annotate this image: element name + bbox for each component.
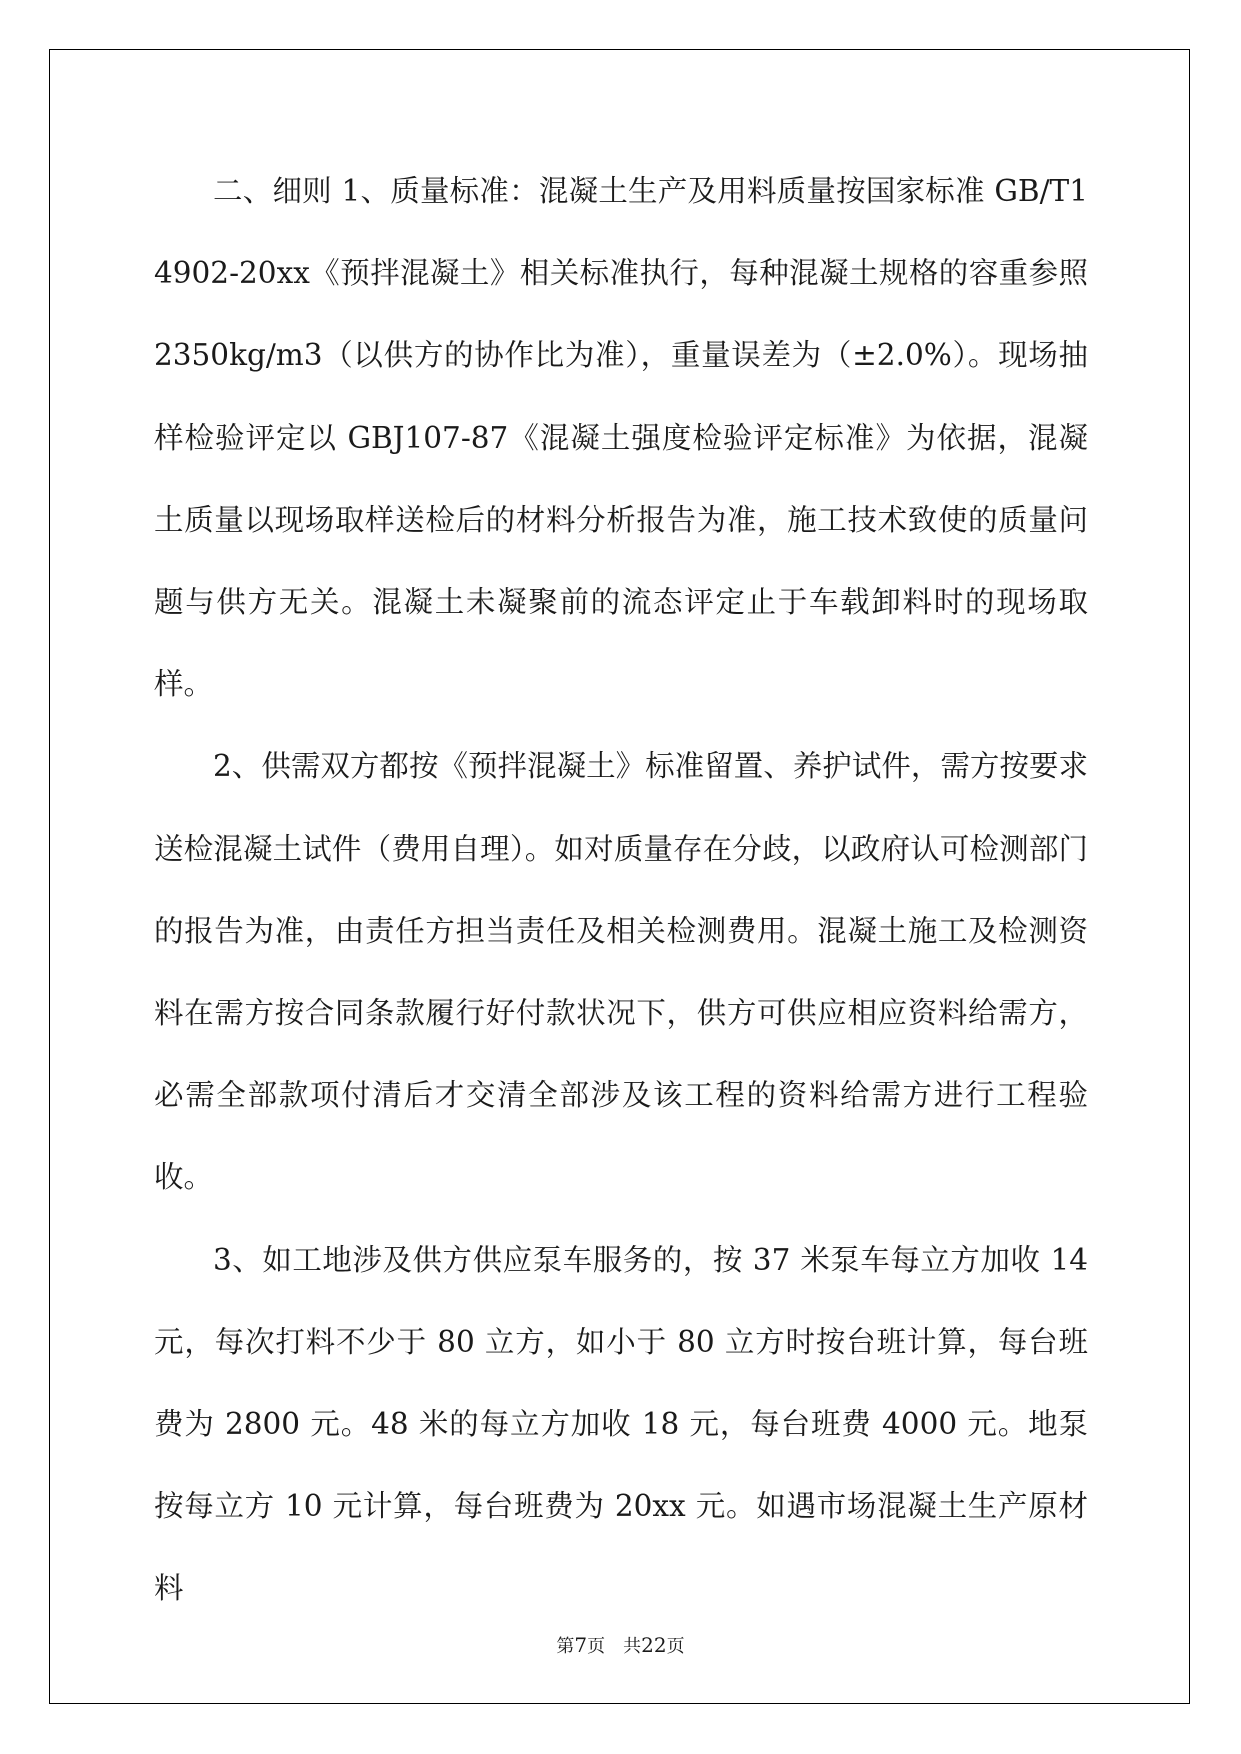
page-footer	[0, 1632, 1241, 1658]
paragraph-specimen-testing: 2、供需双方都按《预拌混凝土》标准留置、养护试件，需方按要求送检混凝土试件（费用自理）。如对质量存在分歧，以政府认可检测部门的报告为准，由责任方担当责任及相关检测费用。混凝土施工及检测资料在需方按合同条款履行好付款状况下，供方可供应相应资料给需方，必需全部款项付清后才交清全部涉及该工程的资料给需方进行工程验收。	[154, 749, 1088, 1195]
footer-page-number: 7	[574, 1633, 588, 1657]
footer-suffix: 页	[666, 1636, 685, 1657]
footer-total-pages: 22	[641, 1633, 667, 1657]
paragraph-pump-service: 3、如工地涉及供方供应泵车服务的，按 37 米泵车每立方加收 14 元，每次打料不少于 80 立方，如小于 80 立方时按台班计算，每台班费为 2800 元。48 米的每立方加收 18 元，每台班费 4000 元。地泵按每立方 10 元计算，每台班费为 20xx 元。如遇市场混凝土生产原材料	[154, 1242, 1088, 1606]
footer-prefix: 第	[556, 1636, 575, 1657]
paragraph-quality-standard: 二、细则 1、质量标准：混凝土生产及用料质量按国家标准 GB/T14902-20xx《预拌混凝土》相关标准执行，每种混凝土规格的容重参照 2350kg/m3（以供方的协作比为准），重量误差为（±2.0%）。现场抽样检验评定以 GBJ107-87《混凝土强度检验评定标准》为依据，混凝土质量以现场取样送检后的材料分析报告为准，施工技术致使的质量问题与供方无关。混凝土未凝聚前的流态评定止于车载卸料时的现场取样。	[154, 174, 1088, 702]
footer-middle: 页 共	[587, 1636, 642, 1657]
document-body	[154, 150, 1088, 1630]
